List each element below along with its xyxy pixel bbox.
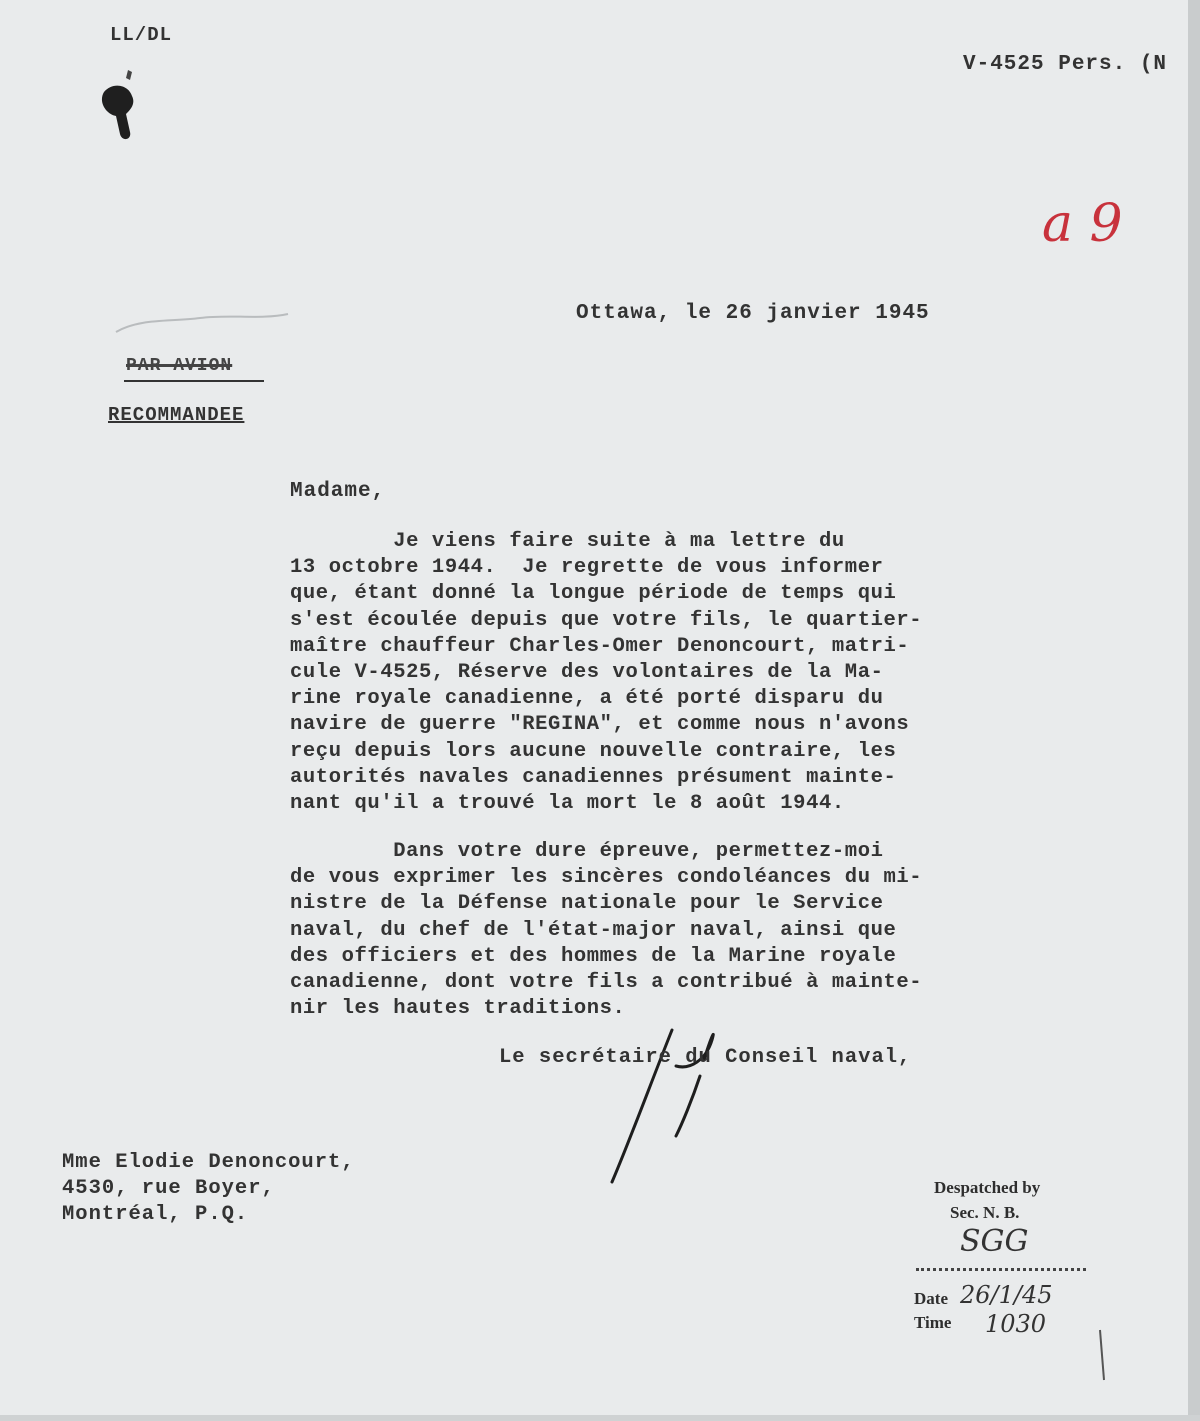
recipient-city: Montréal, P.Q. — [62, 1203, 249, 1226]
ink-blot — [102, 86, 133, 139]
red-pencil-text: a 9 — [1042, 194, 1123, 254]
dispatch-initials: SGG — [960, 1224, 1029, 1259]
body-paragraph-1: Je viens faire suite à ma lettre du 13 octobre 1944. Je regrette de vous informer que, étant donné la longue période de temps qui s'est écoulée depuis que votre fils, le quartier- maître chauffeur Charles-Omer Denoncourt, matri- cule V-4525, Réserve des volontaires de la Ma- rine royale canadienne, a été porté disparu du navire de guerre "REGINA", et comme nous n'avons reçu depuis lors aucune nouvelle contraire, les autorités navales canadiennes présument mainte- nant qu'il a trouvé la mort le 8 août 1944. — [290, 530, 923, 816]
stamp-subtitle: Sec. N. B. — [950, 1203, 1020, 1222]
recipient-name: Mme Elodie Denoncourt, — [62, 1151, 355, 1174]
salutation: Madame, — [290, 480, 386, 503]
red-pencil-note — [1034, 182, 1144, 262]
stamp-date-label: Date — [914, 1289, 948, 1308]
dispatch-time-value: 1030 — [985, 1310, 1047, 1338]
stamp-time-label: Time — [914, 1313, 952, 1332]
margin-tick — [1100, 1330, 1104, 1380]
stamp-dotted-line — [916, 1268, 1086, 1271]
par-avion-underline — [124, 380, 264, 382]
dispatch-date-value: 26/1/45 — [960, 1281, 1053, 1309]
ink-speck — [126, 70, 132, 80]
typist-reference: LL/DL — [110, 24, 173, 46]
recipient-street: 4530, rue Boyer, — [62, 1177, 275, 1200]
par-avion-mark: PAR AVION — [126, 356, 233, 376]
recommandee-mark: RECOMMANDEE — [108, 404, 245, 426]
paper-edge-right — [1188, 0, 1200, 1421]
stamp-title: Despatched by — [934, 1178, 1041, 1197]
closing-line: Le secrétaire du Conseil naval, — [499, 1046, 912, 1069]
body-paragraph-2: Dans votre dure épreuve, permettez-moi de vous exprimer les sincères condoléances du mi- nistre de la Défense nationale pour le Service naval, du chef de l'état-major naval, ainsi que des officiers et des hommes de la Marine royale canadienne, dont votre fils a contribué à mainte- nir les hautes traditions. — [290, 840, 923, 1021]
paper-edge-bottom — [0, 1415, 1200, 1421]
file-reference: V-4525 Pers. (N — [963, 53, 1168, 76]
erased-pencil-note — [116, 314, 288, 332]
place-and-date: Ottawa, le 26 janvier 1945 — [576, 302, 930, 325]
